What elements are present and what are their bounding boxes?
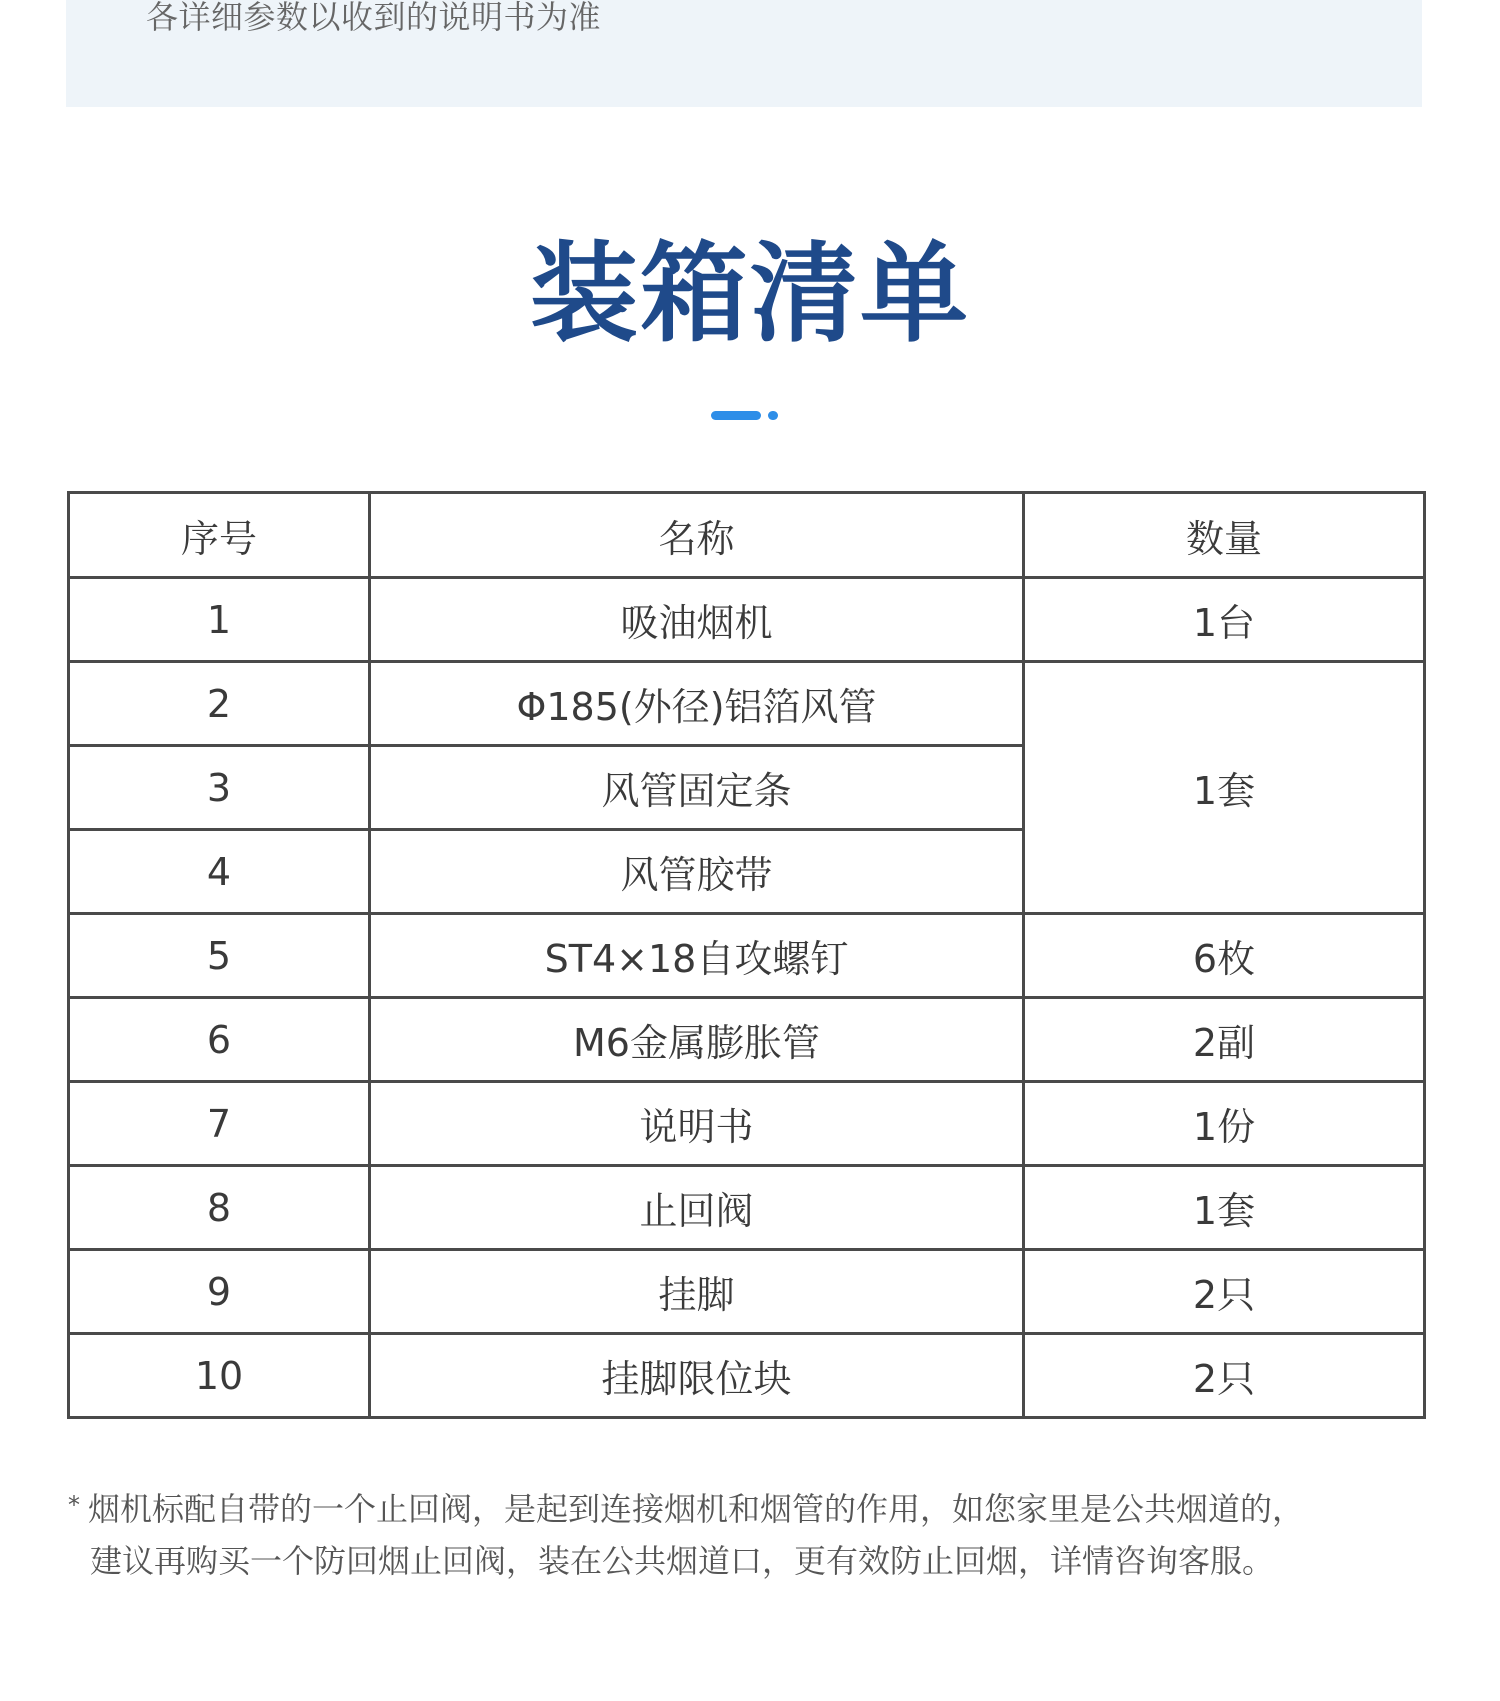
row-qty: 6枚: [1024, 914, 1425, 998]
footnote-asterisk: *: [68, 1491, 80, 1519]
row-name: 吸油烟机: [370, 578, 1024, 662]
row-name: 挂脚: [370, 1250, 1024, 1334]
row-qty: 1份: [1024, 1082, 1425, 1166]
row-qty: 2副: [1024, 998, 1425, 1082]
row-no: 9: [69, 1250, 370, 1334]
row-no: 6: [69, 998, 370, 1082]
row-name: ST4×18自攻螺钉: [370, 914, 1024, 998]
row-no: 3: [69, 746, 370, 830]
section-title: 装箱清单: [529, 232, 970, 357]
table-row: [69, 998, 1425, 1082]
header-qty: 数量: [1024, 493, 1425, 578]
row-name: 止回阀: [370, 1166, 1024, 1250]
row-qty: 2只: [1024, 1250, 1425, 1334]
row-qty-merged: 1套: [1024, 662, 1425, 914]
row-name: 风管胶带: [370, 830, 1024, 914]
row-name: 说明书: [370, 1082, 1024, 1166]
footnote-line-1: 烟机标配自带的一个止回阀，是起到连接烟机和烟管的作用，如您家里是公共烟道的，: [88, 1490, 1305, 1528]
row-name: 挂脚限位块: [370, 1334, 1024, 1418]
table-row: [69, 1166, 1425, 1250]
row-qty: 2只: [1024, 1334, 1425, 1418]
footnote-line-2: 建议再购买一个防回烟止回阀，装在公共烟道口，更有效防止回烟，详情咨询客服。: [90, 1542, 1275, 1580]
header-name: 名称: [370, 493, 1024, 578]
table-header-row: [69, 493, 1425, 578]
top-info-banner: [66, 0, 1422, 107]
table-row: [69, 578, 1425, 662]
divider-bar: [711, 411, 761, 420]
packing-list-table: [67, 491, 1426, 1419]
row-no: 8: [69, 1166, 370, 1250]
row-no: 5: [69, 914, 370, 998]
table-row: [69, 1082, 1425, 1166]
header-no: 序号: [69, 493, 370, 578]
table-row: [69, 662, 1425, 746]
top-note: 各详细参数以收到的说明书为准: [146, 0, 602, 36]
footnote: [68, 1483, 1438, 1587]
table-row: [69, 1334, 1425, 1418]
row-name: M6金属膨胀管: [370, 998, 1024, 1082]
table-row: [69, 914, 1425, 998]
table-row: [69, 1250, 1425, 1334]
row-no: 4: [69, 830, 370, 914]
row-no: 1: [69, 578, 370, 662]
row-no: 10: [69, 1334, 370, 1418]
row-qty: 1台: [1024, 578, 1425, 662]
row-qty: 1套: [1024, 1166, 1425, 1250]
row-name: Φ185(外径)铝箔风管: [370, 662, 1024, 746]
row-name: 风管固定条: [370, 746, 1024, 830]
row-no: 7: [69, 1082, 370, 1166]
row-no: 2: [69, 662, 370, 746]
divider-dot: [768, 411, 778, 420]
